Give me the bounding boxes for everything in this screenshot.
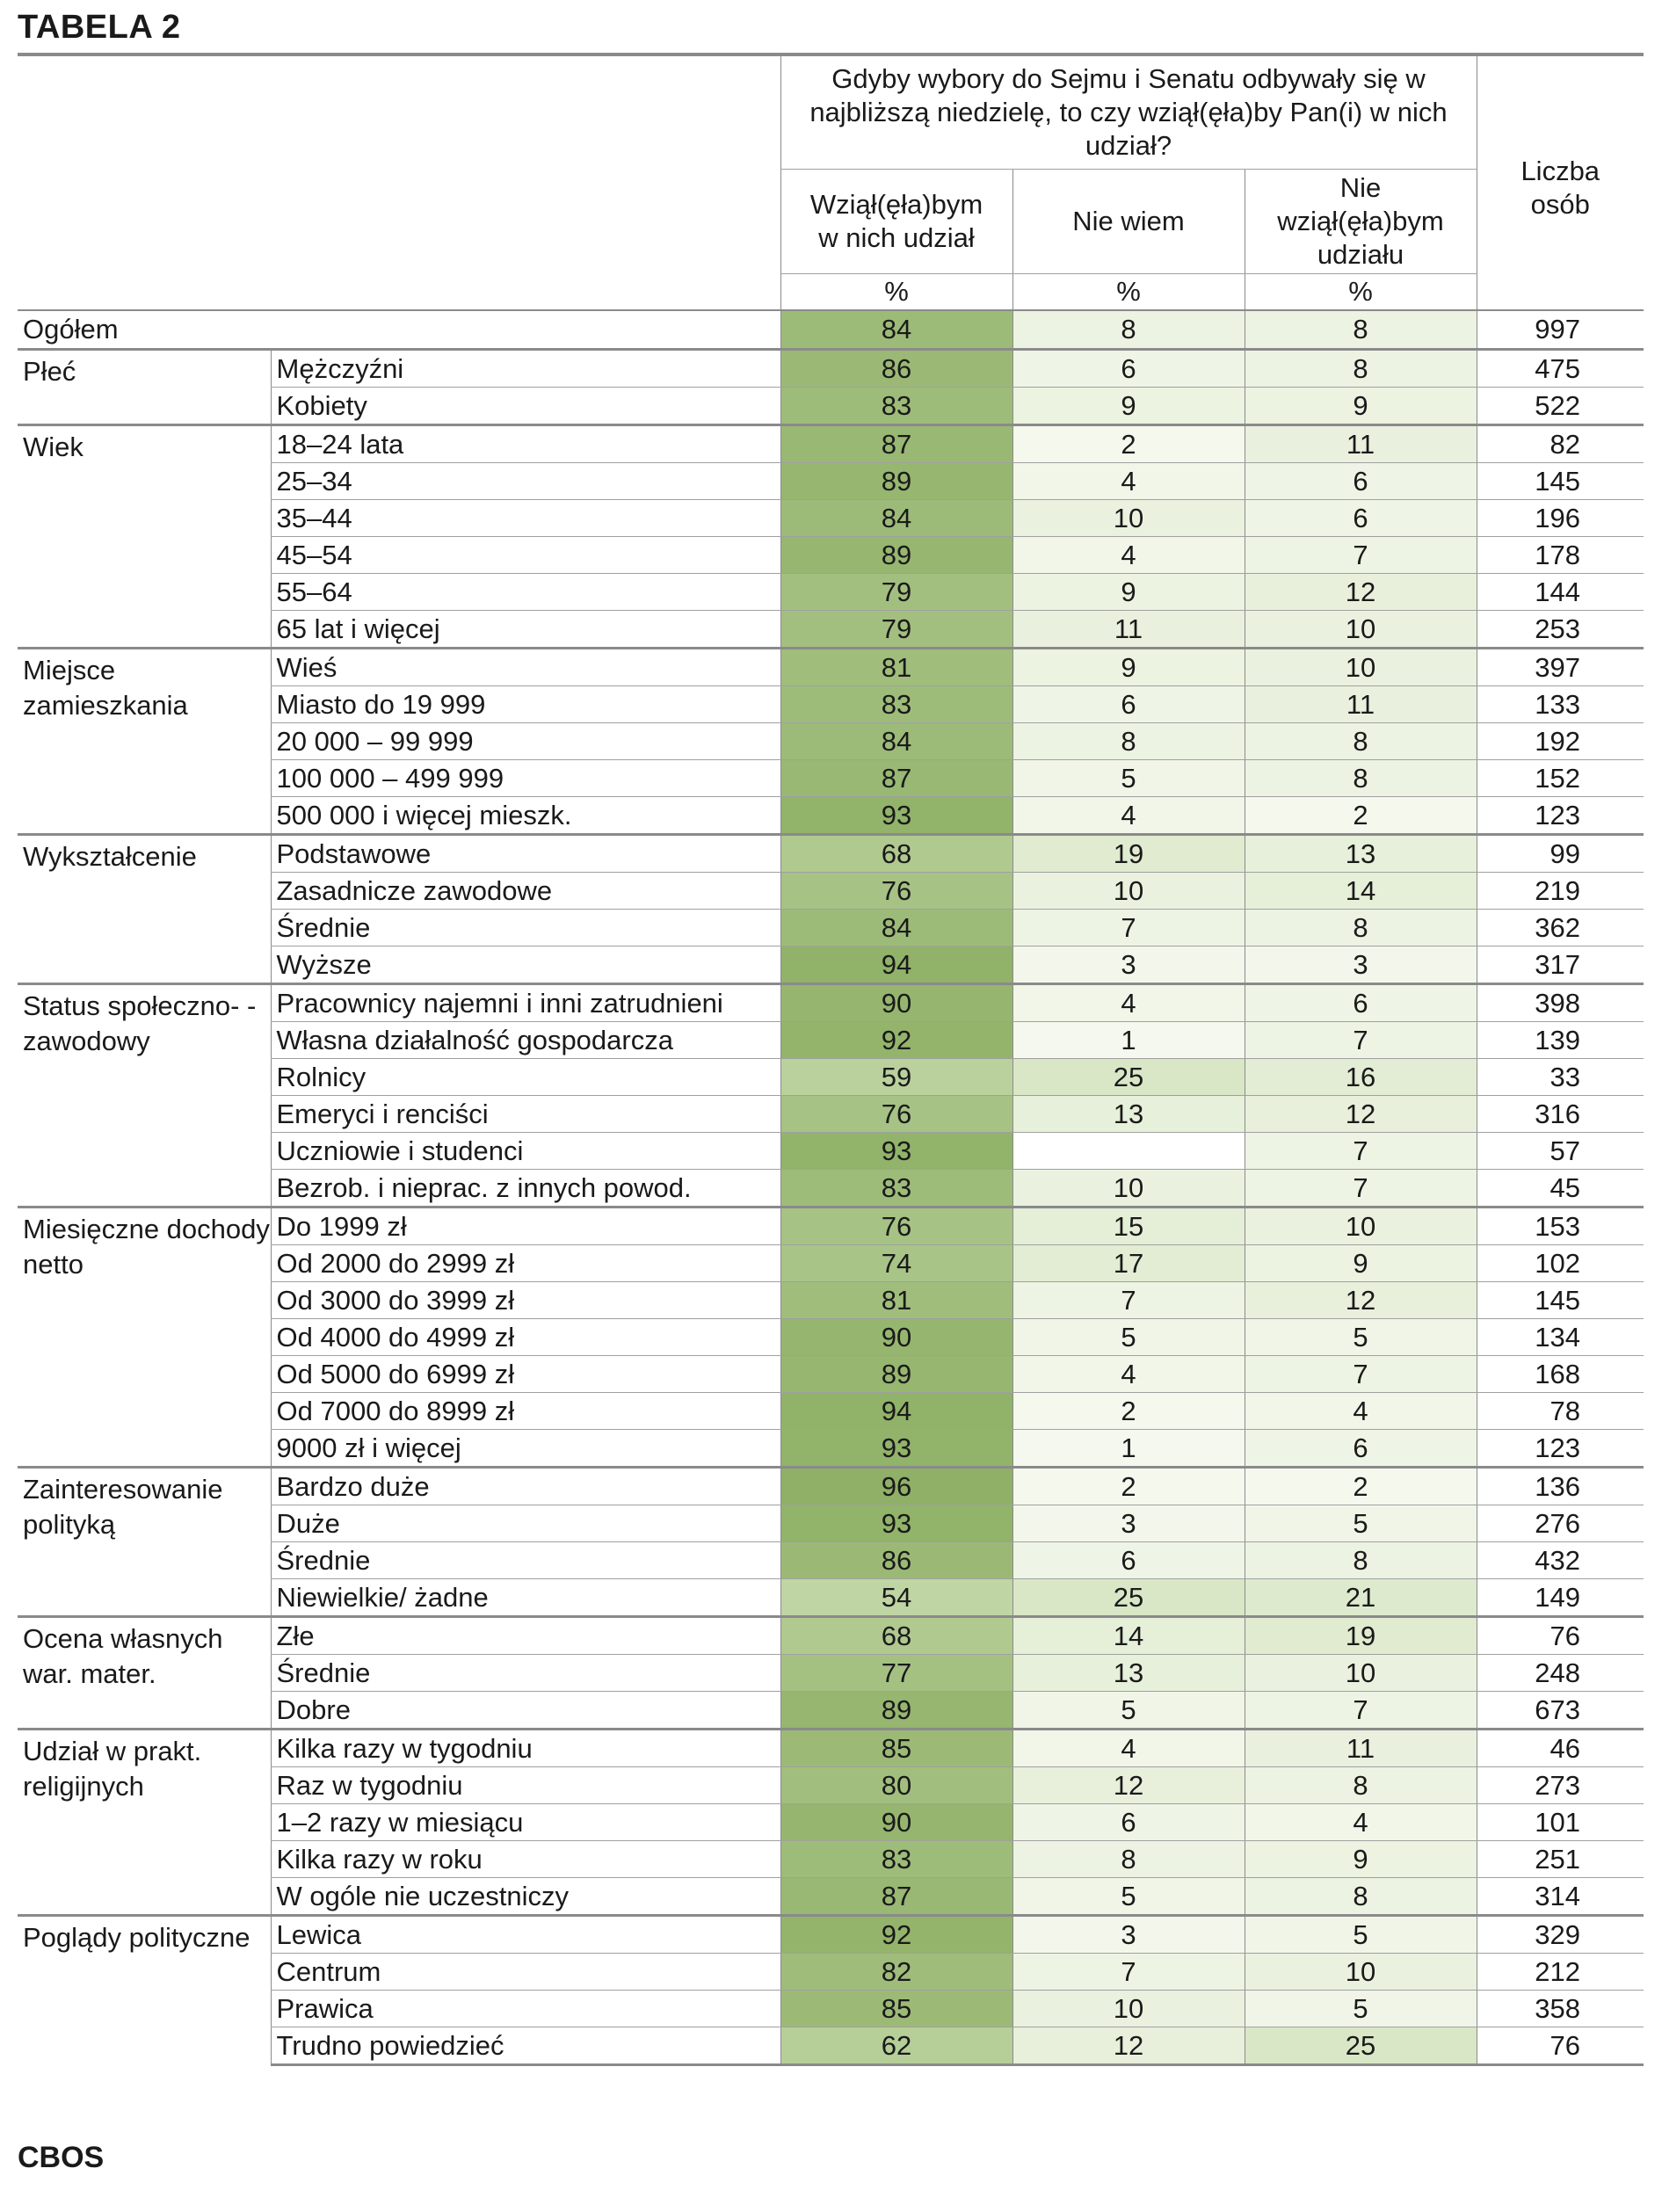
value-cell: 86 — [780, 1542, 1012, 1579]
value-cell: 68 — [780, 1617, 1012, 1655]
value-cell: 90 — [780, 1804, 1012, 1841]
count-cell: 358 — [1477, 1991, 1644, 2027]
value-cell: 87 — [780, 760, 1012, 797]
group-label: Wykształcenie — [18, 835, 271, 984]
value-cell: 11 — [1012, 611, 1245, 649]
value-cell: 10 — [1245, 1954, 1477, 1991]
group-label: Ocena własnych war. mater. — [18, 1617, 271, 1730]
category-label: Niewielkie/ żadne — [271, 1579, 780, 1617]
value-cell: 4 — [1245, 1804, 1477, 1841]
value-cell: 83 — [780, 388, 1012, 425]
value-cell: 79 — [780, 574, 1012, 611]
category-label: 25–34 — [271, 463, 780, 500]
value-cell: 6 — [1245, 500, 1477, 537]
count-cell: 99 — [1477, 835, 1644, 873]
value-cell: 80 — [780, 1767, 1012, 1804]
value-cell: 5 — [1245, 1916, 1477, 1954]
value-cell: 7 — [1245, 1133, 1477, 1170]
count-cell: 33 — [1477, 1059, 1644, 1096]
value-cell: 90 — [780, 1319, 1012, 1356]
value-cell: 93 — [780, 1133, 1012, 1170]
count-cell: 145 — [1477, 1282, 1644, 1319]
value-cell: 10 — [1245, 1208, 1477, 1245]
value-cell: 8 — [1245, 1542, 1477, 1579]
value-cell: 10 — [1245, 611, 1477, 649]
value-cell: 76 — [780, 1208, 1012, 1245]
value-cell: 89 — [780, 463, 1012, 500]
value-cell: 9 — [1012, 649, 1245, 686]
value-cell: 76 — [780, 1096, 1012, 1133]
value-cell: 83 — [780, 686, 1012, 723]
count-cell: 144 — [1477, 574, 1644, 611]
value-cell: 79 — [780, 611, 1012, 649]
value-cell: 13 — [1012, 1655, 1245, 1692]
value-cell: 84 — [780, 500, 1012, 537]
value-cell: 89 — [780, 1692, 1012, 1730]
value-cell: 82 — [780, 1954, 1012, 1991]
count-cell: 46 — [1477, 1730, 1644, 1767]
value-cell: 4 — [1012, 537, 1245, 574]
value-cell: 8 — [1245, 910, 1477, 946]
category-label: Emeryci i renciści — [271, 1096, 780, 1133]
value-cell: 9 — [1245, 388, 1477, 425]
value-cell: 4 — [1012, 984, 1245, 1022]
value-cell: 2 — [1012, 1393, 1245, 1430]
table-row — [18, 649, 1644, 686]
value-cell: 8 — [1012, 310, 1245, 350]
value-cell: 4 — [1012, 463, 1245, 500]
group-label: Poglądy polityczne — [18, 1916, 271, 2065]
value-cell: 7 — [1245, 1356, 1477, 1393]
question-header: Gdyby wybory do Sejmu i Senatu odbywały się w najbliższą niedzielę, to czy wziął(ęła)by Pan(i) w nich udział? — [780, 54, 1477, 170]
table-row — [18, 1916, 1644, 1954]
value-cell: 25 — [1012, 1579, 1245, 1617]
count-cell: 76 — [1477, 1617, 1644, 1655]
value-cell: 9 — [1012, 574, 1245, 611]
category-label: Miasto do 19 999 — [271, 686, 780, 723]
category-label: 500 000 i więcej mieszk. — [271, 797, 780, 835]
category-label: Rolnicy — [271, 1059, 780, 1096]
value-cell: 83 — [780, 1170, 1012, 1208]
value-cell: 6 — [1245, 1430, 1477, 1468]
unit-label: % — [780, 274, 1012, 311]
value-cell: 85 — [780, 1730, 1012, 1767]
total-row — [18, 310, 1644, 350]
value-cell: 93 — [780, 1430, 1012, 1468]
value-cell: 6 — [1012, 1542, 1245, 1579]
value-cell: 94 — [780, 1393, 1012, 1430]
col-header-dont-know: Nie wiem — [1012, 170, 1245, 274]
group-label: Miesięczne dochody netto — [18, 1208, 271, 1468]
group-label: Płeć — [18, 350, 271, 425]
value-cell: 3 — [1245, 946, 1477, 984]
count-cell: 153 — [1477, 1208, 1644, 1245]
category-label: Podstawowe — [271, 835, 780, 873]
count-cell: 251 — [1477, 1841, 1644, 1878]
category-label: Od 7000 do 8999 zł — [271, 1393, 780, 1430]
value-cell: 5 — [1012, 760, 1245, 797]
count-header: Liczba osób — [1477, 54, 1644, 310]
value-cell: 8 — [1245, 350, 1477, 388]
value-cell: 5 — [1245, 1991, 1477, 2027]
category-label: Od 5000 do 6999 zł — [271, 1356, 780, 1393]
value-cell: 5 — [1012, 1319, 1245, 1356]
value-cell: 17 — [1012, 1245, 1245, 1282]
value-cell: 1 — [1012, 1022, 1245, 1059]
value-cell: 14 — [1012, 1617, 1245, 1655]
value-cell: 19 — [1012, 835, 1245, 873]
count-cell: 397 — [1477, 649, 1644, 686]
value-cell: 81 — [780, 649, 1012, 686]
value-cell: 11 — [1245, 425, 1477, 463]
value-cell: 6 — [1245, 984, 1477, 1022]
value-cell: 93 — [780, 1505, 1012, 1542]
value-cell — [1012, 1133, 1245, 1170]
count-cell: 317 — [1477, 946, 1644, 984]
value-cell: 90 — [780, 984, 1012, 1022]
value-cell: 10 — [1012, 1170, 1245, 1208]
value-cell: 84 — [780, 723, 1012, 760]
value-cell: 13 — [1245, 835, 1477, 873]
count-cell: 123 — [1477, 797, 1644, 835]
count-cell: 102 — [1477, 1245, 1644, 1282]
table-row — [18, 835, 1644, 873]
value-cell: 7 — [1245, 1692, 1477, 1730]
value-cell: 5 — [1245, 1505, 1477, 1542]
value-cell: 92 — [780, 1022, 1012, 1059]
count-cell: 432 — [1477, 1542, 1644, 1579]
value-cell: 2 — [1012, 425, 1245, 463]
category-label: Od 2000 do 2999 zł — [271, 1245, 780, 1282]
category-label: Wyższe — [271, 946, 780, 984]
category-label: Lewica — [271, 1916, 780, 1954]
category-label: Kobiety — [271, 388, 780, 425]
value-cell: 12 — [1245, 574, 1477, 611]
count-cell: 123 — [1477, 1430, 1644, 1468]
value-cell: 84 — [780, 910, 1012, 946]
category-label: Bardzo duże — [271, 1468, 780, 1505]
value-cell: 89 — [780, 537, 1012, 574]
category-label: 18–24 lata — [271, 425, 780, 463]
value-cell: 5 — [1245, 1319, 1477, 1356]
value-cell: 96 — [780, 1468, 1012, 1505]
value-cell: 8 — [1012, 723, 1245, 760]
value-cell: 5 — [1012, 1878, 1245, 1916]
category-label: 35–44 — [271, 500, 780, 537]
col-header-take-part: Wziął(ęła)bym w nich udział — [780, 170, 1012, 274]
category-label: Duże — [271, 1505, 780, 1542]
value-cell: 7 — [1012, 1954, 1245, 1991]
value-cell: 87 — [780, 1878, 1012, 1916]
value-cell: 8 — [1012, 1841, 1245, 1878]
value-cell: 12 — [1012, 1767, 1245, 1804]
count-cell: 362 — [1477, 910, 1644, 946]
count-cell: 134 — [1477, 1319, 1644, 1356]
table-row — [18, 1468, 1644, 1505]
value-cell: 1 — [1012, 1430, 1245, 1468]
value-cell: 6 — [1012, 1804, 1245, 1841]
category-label: Prawica — [271, 1991, 780, 2027]
value-cell: 3 — [1012, 946, 1245, 984]
value-cell: 8 — [1245, 310, 1477, 350]
category-label: Mężczyźni — [271, 350, 780, 388]
category-label: Kilka razy w roku — [271, 1841, 780, 1878]
group-label: Zainteresowanie polityką — [18, 1468, 271, 1617]
count-cell: 82 — [1477, 425, 1644, 463]
value-cell: 7 — [1012, 910, 1245, 946]
value-cell: 83 — [780, 1841, 1012, 1878]
category-label: Od 4000 do 4999 zł — [271, 1319, 780, 1356]
value-cell: 12 — [1245, 1096, 1477, 1133]
value-cell: 25 — [1245, 2027, 1477, 2065]
unit-label: % — [1245, 274, 1477, 311]
count-cell: 149 — [1477, 1579, 1644, 1617]
total-label: Ogółem — [18, 310, 780, 350]
table-row — [18, 984, 1644, 1022]
value-cell: 7 — [1012, 1282, 1245, 1319]
results-table — [18, 53, 1644, 2066]
value-cell: 15 — [1012, 1208, 1245, 1245]
col-header-not-take-part: Nie wziął(ęła)bym udziału — [1245, 170, 1477, 274]
count-cell: 145 — [1477, 463, 1644, 500]
value-cell: 16 — [1245, 1059, 1477, 1096]
value-cell: 6 — [1245, 463, 1477, 500]
value-cell: 6 — [1012, 350, 1245, 388]
count-cell: 136 — [1477, 1468, 1644, 1505]
value-cell: 87 — [780, 425, 1012, 463]
value-cell: 14 — [1245, 873, 1477, 910]
count-cell: 45 — [1477, 1170, 1644, 1208]
table-row — [18, 1617, 1644, 1655]
count-cell: 152 — [1477, 760, 1644, 797]
category-label: 9000 zł i więcej — [271, 1430, 780, 1468]
value-cell: 8 — [1245, 1767, 1477, 1804]
value-cell: 10 — [1012, 873, 1245, 910]
count-cell: 192 — [1477, 723, 1644, 760]
count-cell: 57 — [1477, 1133, 1644, 1170]
category-label: Raz w tygodniu — [271, 1767, 780, 1804]
value-cell: 8 — [1245, 1878, 1477, 1916]
category-label: 100 000 – 499 999 — [271, 760, 780, 797]
value-cell: 11 — [1245, 686, 1477, 723]
category-label: 1–2 razy w miesiącu — [271, 1804, 780, 1841]
table-row — [18, 1730, 1644, 1767]
count-cell: 139 — [1477, 1022, 1644, 1059]
value-cell: 12 — [1245, 1282, 1477, 1319]
value-cell: 8 — [1245, 723, 1477, 760]
category-label: Średnie — [271, 910, 780, 946]
table-row — [18, 425, 1644, 463]
category-label: Złe — [271, 1617, 780, 1655]
value-cell: 4 — [1012, 1356, 1245, 1393]
unit-label: % — [1012, 274, 1245, 311]
value-cell: 7 — [1245, 1170, 1477, 1208]
count-cell: 329 — [1477, 1916, 1644, 1954]
value-cell: 84 — [780, 310, 1012, 350]
value-cell: 7 — [1245, 1022, 1477, 1059]
count-cell: 276 — [1477, 1505, 1644, 1542]
count-cell: 475 — [1477, 350, 1644, 388]
category-label: Średnie — [271, 1542, 780, 1579]
count-cell: 101 — [1477, 1804, 1644, 1841]
value-cell: 59 — [780, 1059, 1012, 1096]
category-label: Centrum — [271, 1954, 780, 1991]
source-label: CBOS — [18, 2141, 105, 2174]
value-cell: 77 — [780, 1655, 1012, 1692]
category-label: W ogóle nie uczestniczy — [271, 1878, 780, 1916]
count-cell: 273 — [1477, 1767, 1644, 1804]
category-label: 65 lat i więcej — [271, 611, 780, 649]
count-cell: 673 — [1477, 1692, 1644, 1730]
count-cell: 997 — [1477, 310, 1644, 350]
count-cell: 212 — [1477, 1954, 1644, 1991]
value-cell: 89 — [780, 1356, 1012, 1393]
count-cell: 76 — [1477, 2027, 1644, 2065]
category-label: 55–64 — [271, 574, 780, 611]
category-label: Dobre — [271, 1692, 780, 1730]
value-cell: 74 — [780, 1245, 1012, 1282]
value-cell: 2 — [1245, 1468, 1477, 1505]
value-cell: 94 — [780, 946, 1012, 984]
count-cell: 133 — [1477, 686, 1644, 723]
value-cell: 11 — [1245, 1730, 1477, 1767]
group-label: Status społeczno- -zawodowy — [18, 984, 271, 1208]
category-label: Trudno powiedzieć — [271, 2027, 780, 2065]
value-cell: 2 — [1012, 1468, 1245, 1505]
value-cell: 10 — [1012, 1991, 1245, 2027]
value-cell: 3 — [1012, 1505, 1245, 1542]
category-label: Bezrob. i nieprac. z innych powod. — [271, 1170, 780, 1208]
group-label: Wiek — [18, 425, 271, 649]
category-label: Wieś — [271, 649, 780, 686]
category-label: Pracownicy najemni i inni zatrudnieni — [271, 984, 780, 1022]
value-cell: 25 — [1012, 1059, 1245, 1096]
value-cell: 68 — [780, 835, 1012, 873]
value-cell: 62 — [780, 2027, 1012, 2065]
category-label: Od 3000 do 3999 zł — [271, 1282, 780, 1319]
value-cell: 7 — [1245, 537, 1477, 574]
value-cell: 81 — [780, 1282, 1012, 1319]
value-cell: 8 — [1245, 760, 1477, 797]
value-cell: 93 — [780, 797, 1012, 835]
value-cell: 9 — [1245, 1841, 1477, 1878]
category-label: 45–54 — [271, 537, 780, 574]
table-title: TABELA 2 — [18, 9, 181, 46]
value-cell: 6 — [1012, 686, 1245, 723]
category-label: Średnie — [271, 1655, 780, 1692]
value-cell: 21 — [1245, 1579, 1477, 1617]
value-cell: 4 — [1012, 1730, 1245, 1767]
category-label: Własna działalność gospodarcza — [271, 1022, 780, 1059]
count-cell: 253 — [1477, 611, 1644, 649]
value-cell: 4 — [1245, 1393, 1477, 1430]
count-cell: 316 — [1477, 1096, 1644, 1133]
category-label: Zasadnicze zawodowe — [271, 873, 780, 910]
table-row — [18, 1208, 1644, 1245]
group-label: Udział w prakt. religijnych — [18, 1730, 271, 1916]
group-label: Miejsce zamieszkania — [18, 649, 271, 835]
count-cell: 196 — [1477, 500, 1644, 537]
category-label: 20 000 – 99 999 — [271, 723, 780, 760]
value-cell: 10 — [1012, 500, 1245, 537]
value-cell: 19 — [1245, 1617, 1477, 1655]
value-cell: 76 — [780, 873, 1012, 910]
value-cell: 85 — [780, 1991, 1012, 2027]
value-cell: 3 — [1012, 1916, 1245, 1954]
count-cell: 168 — [1477, 1356, 1644, 1393]
value-cell: 86 — [780, 350, 1012, 388]
value-cell: 5 — [1012, 1692, 1245, 1730]
count-cell: 178 — [1477, 537, 1644, 574]
table-row — [18, 350, 1644, 388]
value-cell: 92 — [780, 1916, 1012, 1954]
value-cell: 10 — [1245, 1655, 1477, 1692]
count-cell: 219 — [1477, 873, 1644, 910]
value-cell: 9 — [1012, 388, 1245, 425]
value-cell: 13 — [1012, 1096, 1245, 1133]
category-label: Uczniowie i studenci — [271, 1133, 780, 1170]
count-cell: 248 — [1477, 1655, 1644, 1692]
value-cell: 12 — [1012, 2027, 1245, 2065]
count-cell: 78 — [1477, 1393, 1644, 1430]
count-cell: 398 — [1477, 984, 1644, 1022]
category-label: Kilka razy w tygodniu — [271, 1730, 780, 1767]
value-cell: 4 — [1012, 797, 1245, 835]
category-label: Do 1999 zł — [271, 1208, 780, 1245]
value-cell: 9 — [1245, 1245, 1477, 1282]
count-cell: 314 — [1477, 1878, 1644, 1916]
value-cell: 2 — [1245, 797, 1477, 835]
value-cell: 10 — [1245, 649, 1477, 686]
count-cell: 522 — [1477, 388, 1644, 425]
value-cell: 54 — [780, 1579, 1012, 1617]
